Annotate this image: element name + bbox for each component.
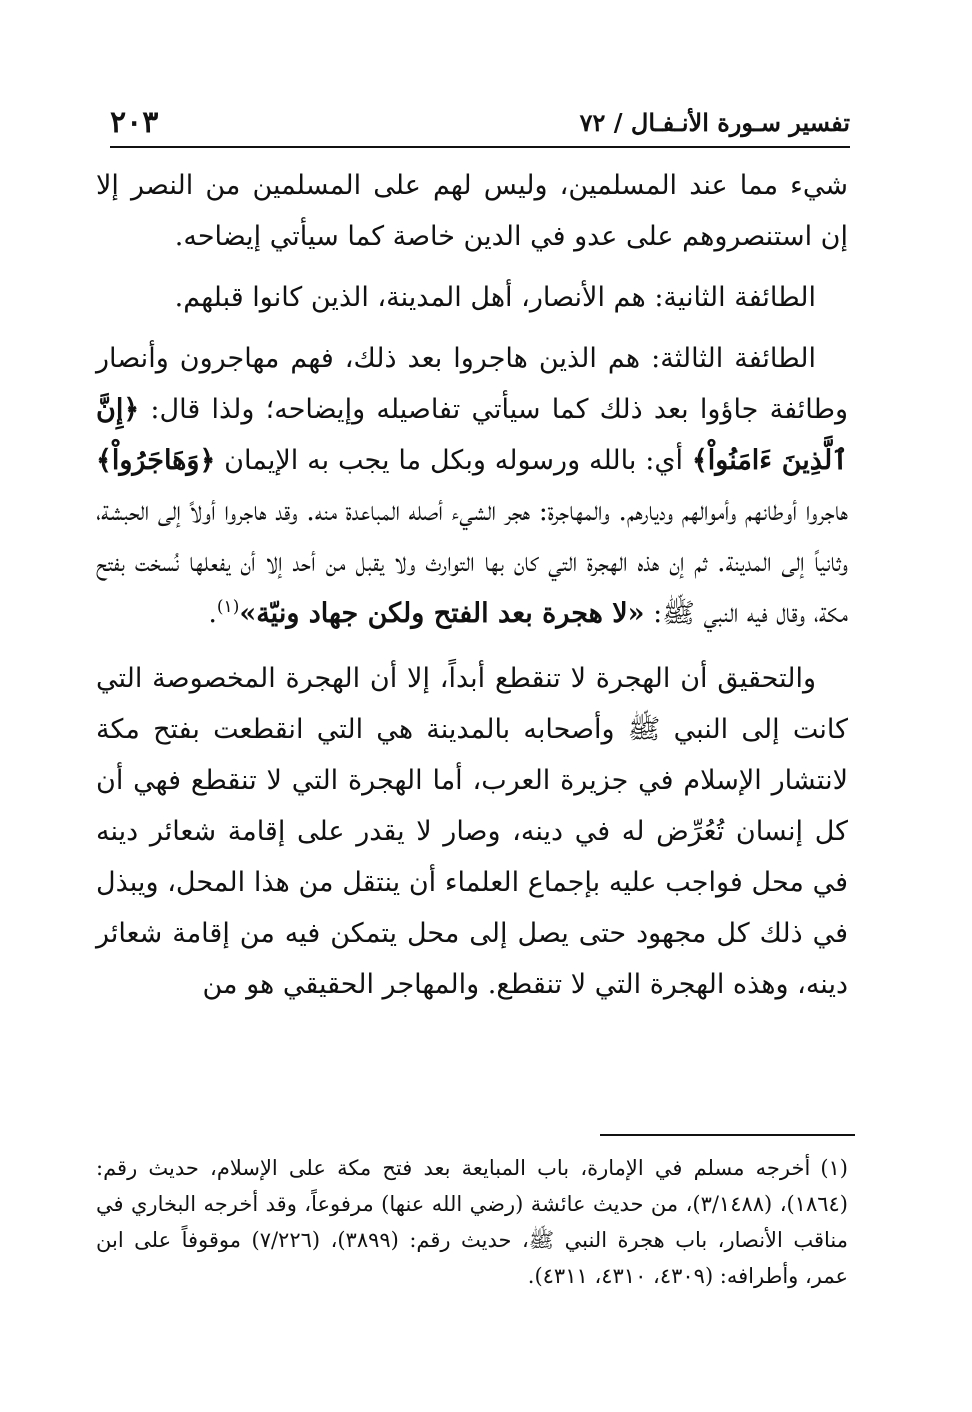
footnote-text: أخرجه مسلم في الإمارة، باب المبايعة بعد فتح مكة على الإسلام، حديث رقم: (١٨٦٤)، (٣/١٤٨٨)، من حديث عائشة (رضي الله عنها) مرفوعاً، وقد أخرجه البخاري في مناقب الأنصار، باب هجرة النبي ﷺ، حديث رقم: (٣٨٩٩)، (٧/٢٢٦) موقوفاً على ابن عمر، وأطرافه: (٤٣٠٩، ٤٣١٠، ٤٣١١). xyxy=(96,1156,848,1288)
quran-verse-1: ﴿إِنَّ ٱلَّذِينَ ءَامَنُواْ﴾ xyxy=(96,394,848,476)
hadith-quote: «لا هجرة بعد الفتح ولكن جهاد ونيّة» xyxy=(239,598,645,629)
paragraph-1: شيء مما عند المسلمين، وليس لهم على المسلمين من النصر إلا إن استنصروهم على عدو في الدين خاصة كما سيأتي إيضاحه. xyxy=(96,170,848,252)
footnote-reference[interactable]: (١) xyxy=(216,597,240,617)
paragraph-3-text-c: هاجروا أوطانهم وأموالهم وديارهم. والمهاجرة: هجر الشيء أصله المباعدة منه. وقد هاجروا أولاً إلى الحبشة، وثانياً إلى المدينة. ثم إن هذه الهجرة التي كان بها التوارث ولا يقبل من أحد إلا أن يفعلها نُسخت بفتح مكة، وقال فيه النبي ﷺ: xyxy=(96,496,848,629)
footnotes-section xyxy=(96,1150,848,1294)
header-divider xyxy=(110,146,850,148)
footnote-divider xyxy=(600,1134,855,1136)
paragraph-2-text: الطائفة الثانية: هم الأنصار، أهل المدينة، الذين كانوا قبلهم. xyxy=(174,282,816,313)
paragraph-3 xyxy=(96,333,848,639)
main-text xyxy=(96,160,848,1010)
paragraph-4 xyxy=(96,653,848,1010)
paragraph-4-text: والتحقيق أن الهجرة لا تنقطع أبداً، إلا أن الهجرة المخصوصة التي كانت إلى النبي ﷺ وأصحابه بالمدينة هي التي انقطعت بفتح مكة لانتشار الإسلام في جزيرة العرب، أما الهجرة التي لا تنقطع فهي أن كل إنسان تُعُرِّض له في دينه، وصار لا يقدر على إقامة شعائر دينه في محل فواجب عليه بإجماع العلماء أن ينتقل من هذا المحل، ويبذل في ذلك كل مجهود حتى يصل إلى محل يتمكن فيه من إقامة شعائر دينه، وهذه الهجرة التي لا تنقطع. والمهاجر الحقيقي هو من xyxy=(96,663,848,1000)
paragraph-3-text-b: أي: بالله ورسوله وبكل ما يجب به الإيمان xyxy=(215,445,692,476)
footnote-1 xyxy=(96,1150,848,1294)
paragraph-3-text-a: الطائفة الثالثة: هم الذين هاجروا بعد ذلك، فهم مهاجرون وأنصار وطائفة جاؤوا بعد ذلك كما سيأتي تفاصيله وإيضاحه؛ ولذا قال: xyxy=(96,343,848,425)
quran-verse-2: ﴿وَهَاجَرُواْ﴾ xyxy=(96,445,216,476)
page-number: ٢٠٣ xyxy=(110,104,159,140)
running-header xyxy=(110,102,850,142)
footnote-marker: (١) xyxy=(820,1156,848,1180)
header-title: تفسير سـورة الأنـفـال / ٧٢ xyxy=(579,107,850,137)
paragraph-2 xyxy=(96,272,848,323)
paragraph-3-end: . xyxy=(208,598,217,629)
